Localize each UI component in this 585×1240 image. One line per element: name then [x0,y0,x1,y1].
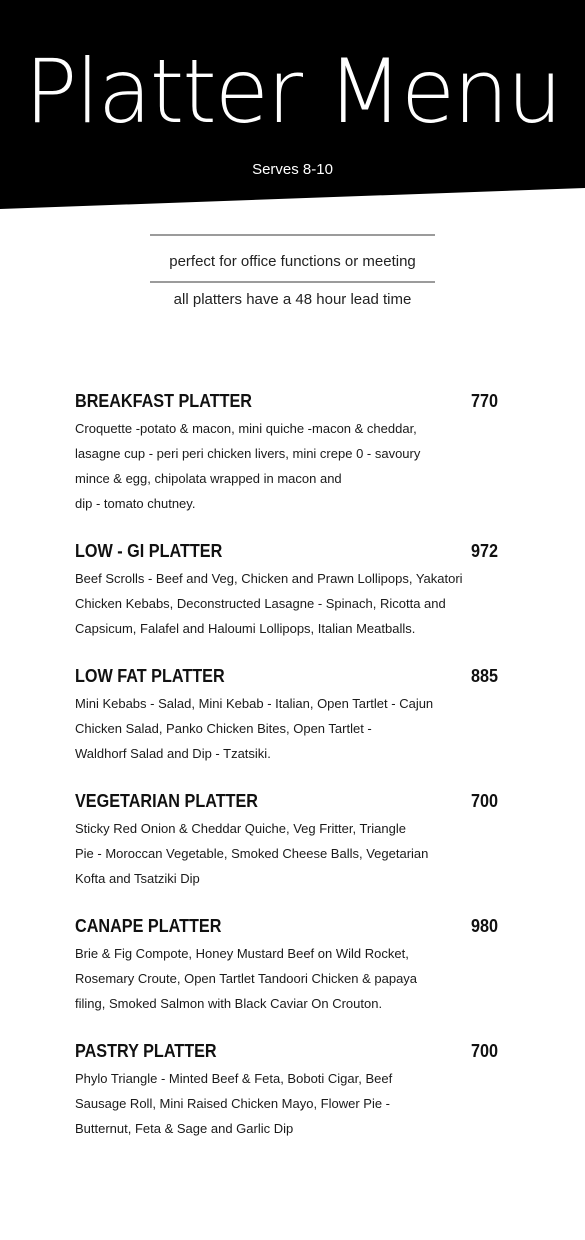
menu-item-low-gi [75,538,500,641]
menu-item-low-fat [75,663,500,766]
menu-item-price: 770 [470,391,498,411]
menu-item-header [75,788,500,814]
header-banner [0,0,585,210]
menu-item-price: 700 [470,1041,498,1061]
menu-item-name: LOW - GI PLATTER [75,541,223,561]
description-line: Butternut, Feta & Sage and Garlic Dip [75,1121,294,1136]
menu-item-description [75,416,500,516]
description-line: Mini Kebabs - Salad, Mini Kebab - Italian, Open Tartlet - Cajun [75,696,434,711]
top-divider [150,234,435,236]
description-line: Capsicum, Falafel and Haloumi Lollipops, Italian Meatballs. [75,621,416,636]
middle-divider [150,281,435,283]
menu-item-pastry [75,1038,500,1141]
menu-item-breakfast [75,388,500,516]
description-line: Chicken Salad, Panko Chicken Bites, Open Tartlet - [75,721,372,736]
description-line: Waldhorf Salad and Dip - Tzatsiki. [75,746,271,761]
description-line: Chicken Kebabs, Deconstructed Lasagne - Spinach, Ricotta and [75,596,446,611]
description-line: Brie & Fig Compote, Honey Mustard Beef on Wild Rocket, [75,946,409,961]
menu-item-description [75,941,500,1016]
description-line: Sausage Roll, Mini Raised Chicken Mayo, Flower Pie - [75,1096,391,1111]
menu-item-name: PASTRY PLATTER [75,1041,217,1061]
menu-item-name: CANAPE PLATTER [75,916,222,936]
menu-item-description [75,566,500,641]
description-line: lasagne cup - peri peri chicken livers, mini crepe 0 - savoury [75,446,421,461]
menu-item-description [75,1066,500,1141]
description-line: dip - tomato chutney. [75,496,196,511]
menu-item-header [75,913,500,939]
menu-item-vegetarian [75,788,500,891]
menu-item-header [75,663,500,689]
menu-item-name: BREAKFAST PLATTER [75,391,253,411]
menu-item-header [75,388,500,414]
description-line: Kofta and Tsatziki Dip [75,871,200,886]
description-line: filing, Smoked Salmon with Black Caviar On Crouton. [75,996,383,1011]
menu-item-price: 885 [470,666,498,686]
menu-item-name: LOW FAT PLATTER [75,666,225,686]
menu-item-name: VEGETARIAN PLATTER [75,791,259,811]
menu-item-price: 972 [470,541,498,561]
menu-item-header [75,1038,500,1064]
menu-item-header [75,538,500,564]
description-line: Croquette -potato & macon, mini quiche -macon & cheddar, [75,421,417,436]
menu-item-canape [75,913,500,1016]
menu-item-price: 700 [470,791,498,811]
tagline-office: perfect for office functions or meeting [169,253,416,270]
page-title: Platter Menu [24,40,561,143]
serves-label: Serves 8-10 [252,161,333,178]
description-line: Phylo Triangle - Minted Beef & Feta, Boboti Cigar, Beef [75,1071,393,1086]
menu-item-price: 980 [470,916,498,936]
description-line: Pie - Moroccan Vegetable, Smoked Cheese Balls, Vegetarian [75,846,429,861]
description-line: mince & egg, chipolata wrapped in macon and [75,471,342,486]
menu-item-description [75,816,500,891]
menu-item-description [75,691,500,766]
description-line: Beef Scrolls - Beef and Veg, Chicken and Prawn Lollipops, Yakatori [75,571,463,586]
description-line: Sticky Red Onion & Cheddar Quiche, Veg Fritter, Triangle [75,821,406,836]
description-line: Rosemary Croute, Open Tartlet Tandoori Chicken & papaya [75,971,418,986]
tagline-lead-time: all platters have a 48 hour lead time [173,291,412,308]
